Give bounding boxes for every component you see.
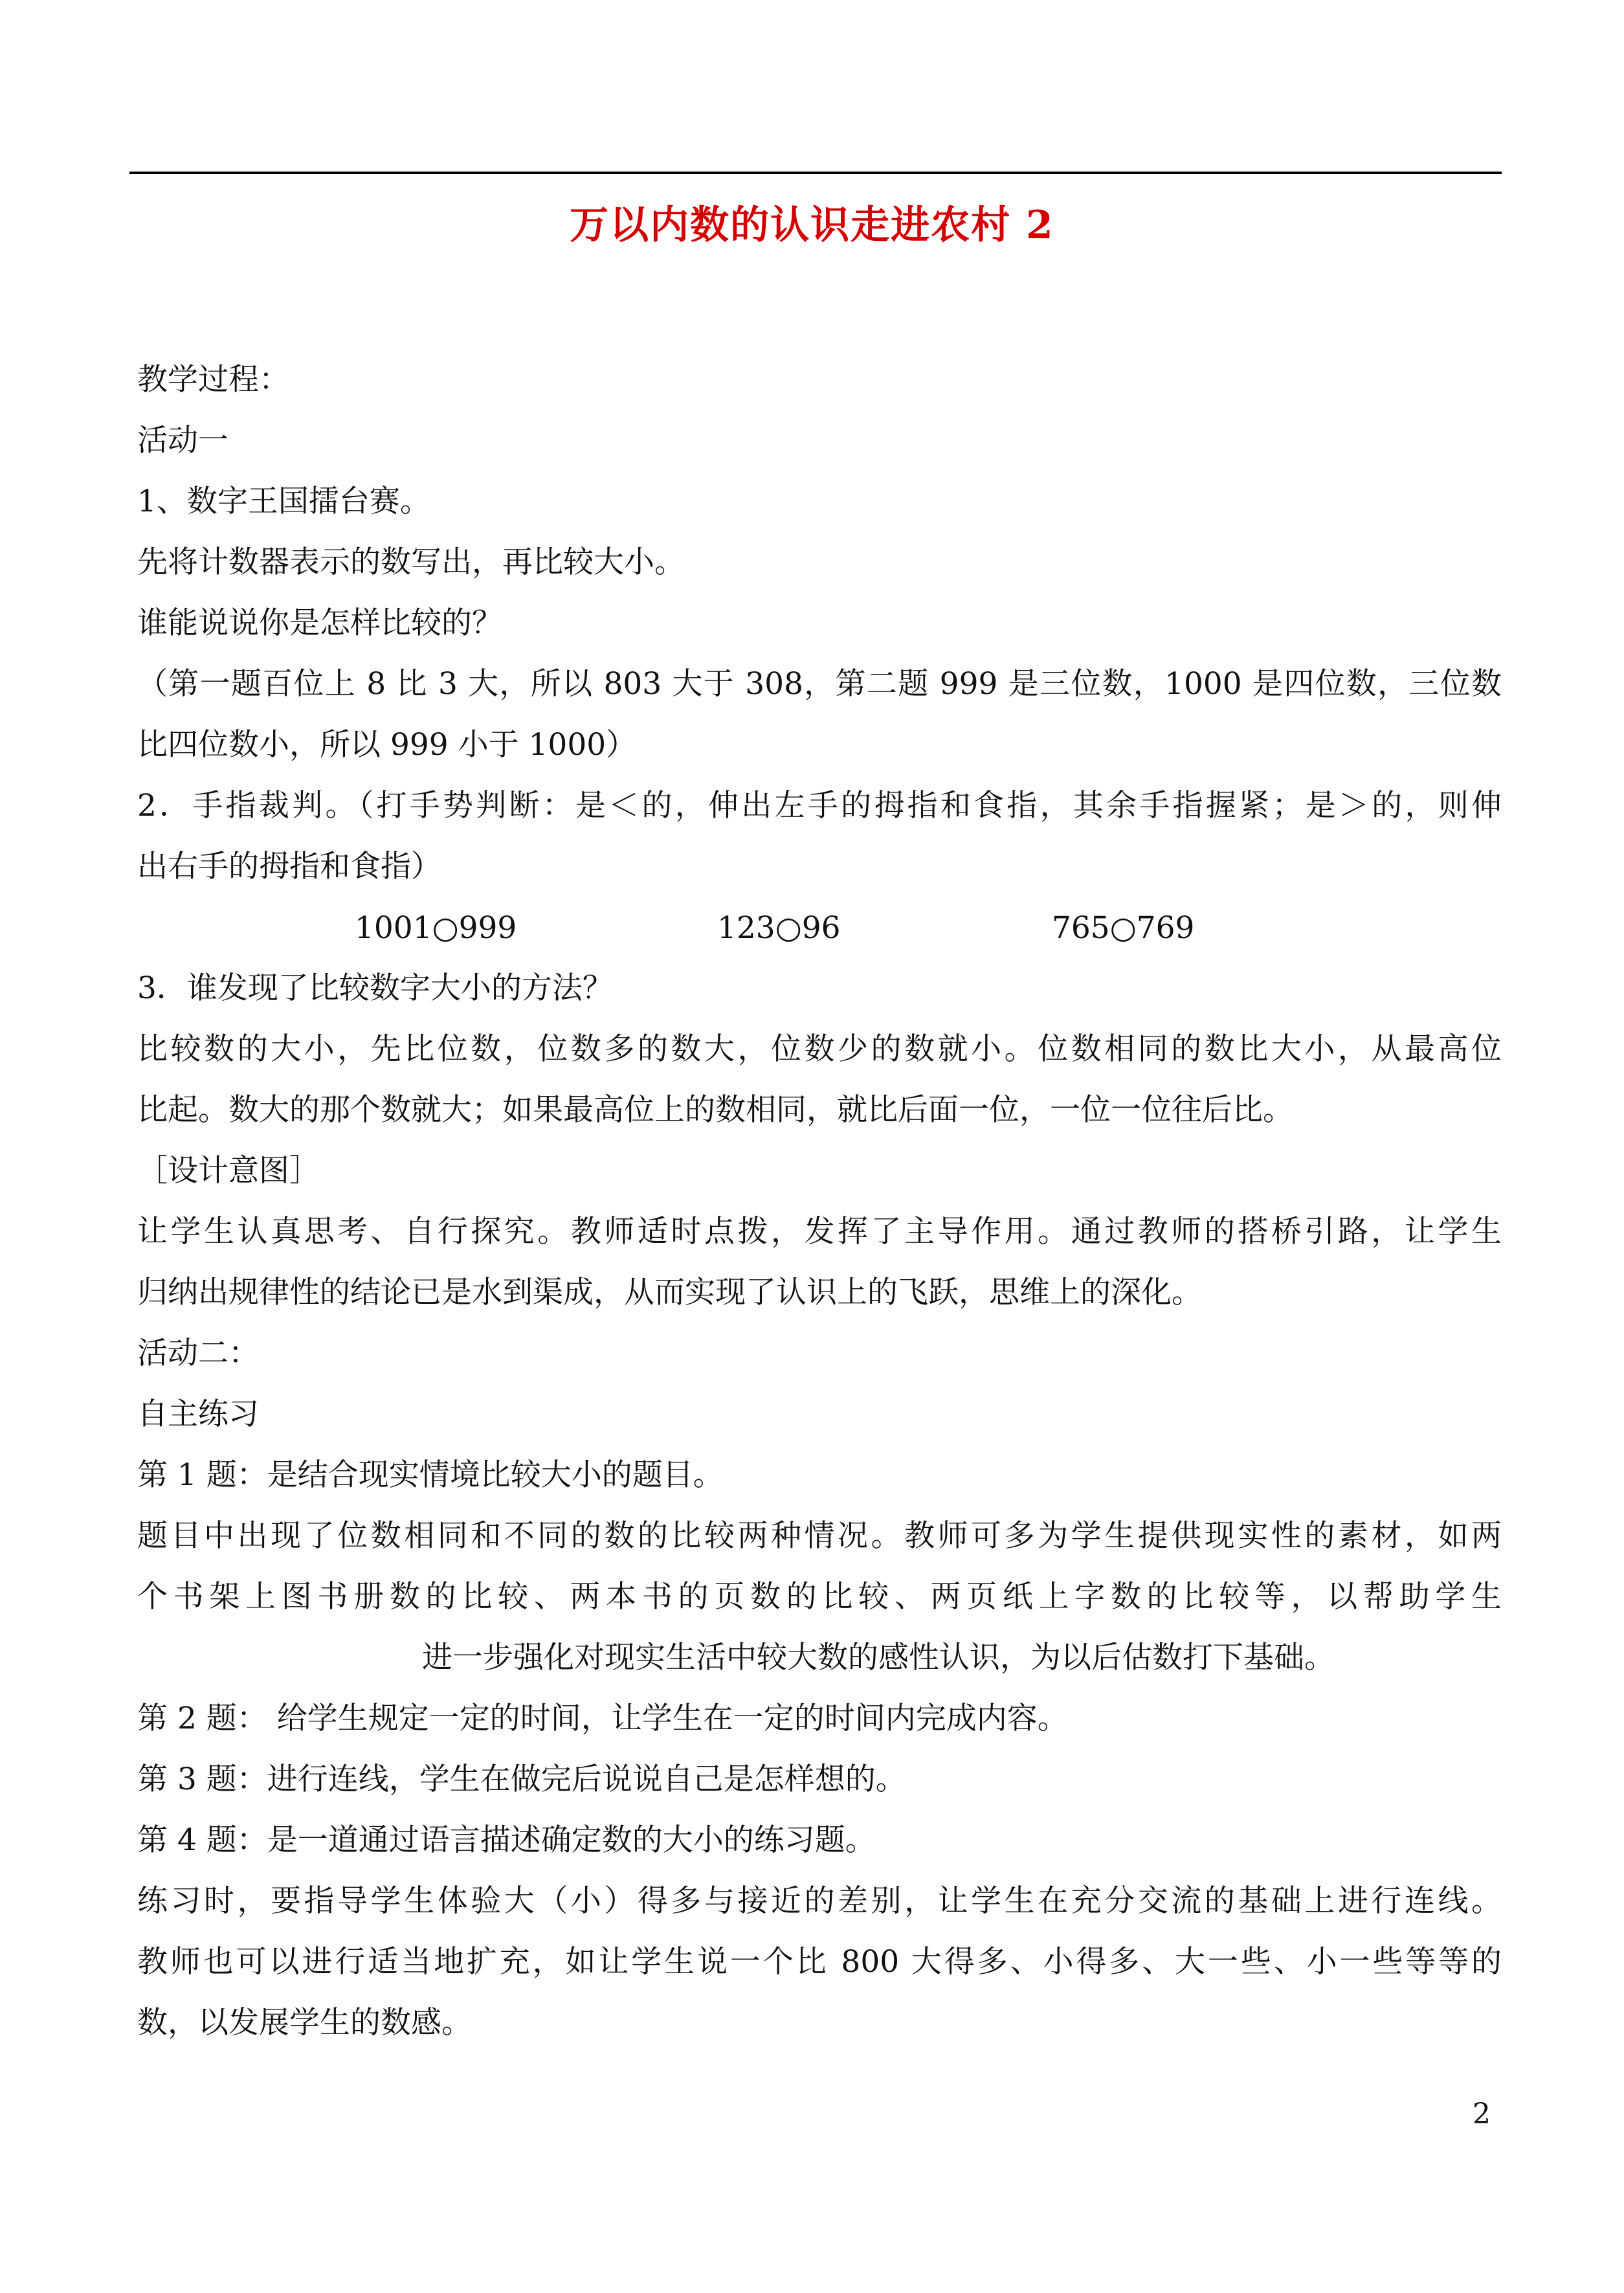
document-title: 万以内数的认识走进农村 2 — [570, 203, 1054, 248]
paragraph-line: 自主练习 — [137, 1396, 259, 1432]
paragraph-line: 比较数的大小，先比位数，位数多的数大，位数少的数就小。位数相同的数比大小，从最高位 — [137, 1031, 1502, 1067]
paragraph-line: 3．谁发现了比较数字大小的方法？ — [137, 970, 613, 1006]
paragraph-line: 谁能说说你是怎样比较的？ — [137, 605, 502, 641]
comparison-row — [137, 897, 1502, 958]
paragraph-line: 教师也可以进行适当地扩充，如让学生说一个比 800 大得多、小得多、大一些、小一些等等的 — [137, 1944, 1502, 1980]
paragraph-line: （第一题百位上 8 比 3 大，所以 803 大于 308，第二题 999 是三位数，1000 是四位数，三位数 — [137, 666, 1502, 702]
paragraph-line: 个书架上图书册数的比较、两本书的页数的比较、两页纸上字数的比较等，以帮助学生 — [137, 1579, 1502, 1615]
paragraph-line: 数，以发展学生的数感。 — [137, 2005, 472, 2041]
paragraph-line: 比起。数大的那个数就大；如果最高位上的数相同，就比后面一位，一位一位往后比。 — [137, 1092, 1293, 1128]
paragraph-line: 第 4 题：是一道通过语言描述确定数的大小的练习题。 — [137, 1822, 876, 1858]
paragraph-line: 第 3 题：进行连线，学生在做完后说说自己是怎样想的。 — [137, 1762, 906, 1797]
page-number: 2 — [1473, 2097, 1491, 2131]
paragraph-line: 进一步强化对现实生活中较大数的感性认识，为以后估数打下基础。 — [422, 1640, 1335, 1675]
comparison-item: 123○96 — [717, 910, 841, 946]
paragraph-line: 第 1 题：是结合现实情境比较大小的题目。 — [137, 1457, 724, 1493]
header-rule — [129, 172, 1502, 174]
paragraph-line: 教学过程： — [137, 362, 289, 397]
paragraph-line: 让学生认真思考、自行探究。教师适时点拨，发挥了主导作用。通过教师的搭桥引路，让学生 — [137, 1214, 1502, 1249]
paragraph-line: 归纳出规律性的结论已是水到渠成，从而实现了认识上的飞跃，思维上的深化。 — [137, 1275, 1202, 1310]
paragraph-line: 练习时，要指导学生体验大（小）得多与接近的差别，让学生在充分交流的基础上进行连线。 — [137, 1883, 1502, 1919]
paragraph-line: 第 2 题： 给学生规定一定的时间，让学生在一定的时间内完成内容。 — [137, 1701, 1068, 1736]
paragraph-line: ［设计意图］ — [137, 1153, 320, 1189]
paragraph-line: 题目中出现了位数相同和不同的数的比较两种情况。教师可多为学生提供现实性的素材，如两 — [137, 1518, 1502, 1554]
paragraph-line: 出右手的拇指和食指） — [137, 849, 441, 884]
comparison-item: 765○769 — [1052, 910, 1195, 946]
paragraph-line: 活动一 — [137, 423, 228, 458]
paragraph-line: 比四位数小，所以 999 小于 1000） — [137, 727, 637, 763]
paragraph-line: 先将计数器表示的数写出，再比较大小。 — [137, 544, 685, 580]
paragraph-line: 活动二： — [137, 1336, 259, 1371]
paragraph-line: 1、数字王国擂台赛。 — [137, 484, 430, 519]
paragraph-line: 2．手指裁判。（打手势判断：是＜的，伸出左手的拇指和食指，其余手指握紧；是＞的，则伸 — [137, 788, 1502, 823]
document-body — [137, 350, 1502, 2053]
comparison-item: 1001○999 — [355, 910, 517, 946]
